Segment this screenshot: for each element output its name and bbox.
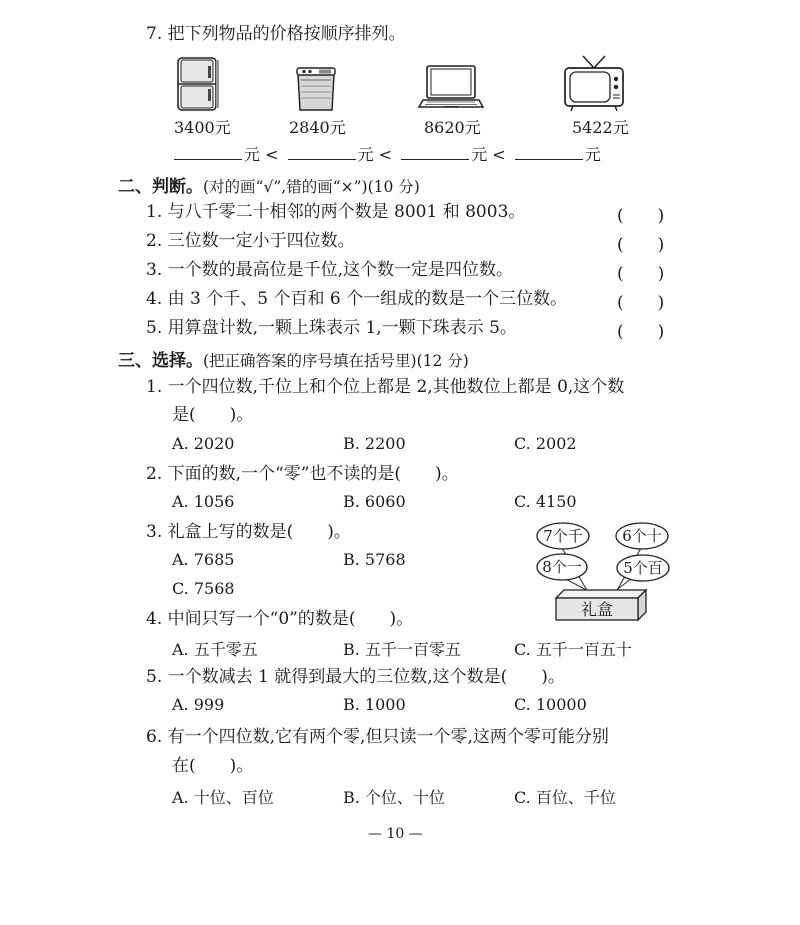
s3-q5-text[interactable]: 一个数减去 1 就得到最大的三位数,这个数是( )。 [167, 667, 565, 687]
television-icon [563, 54, 625, 112]
answer-blank-4[interactable] [515, 142, 583, 160]
s2-answer-2[interactable]: ( ) [617, 235, 665, 255]
price-laptop: 8620元 [424, 118, 481, 137]
s2-item-1 [146, 201, 525, 223]
section3-title: 三、选择。 [118, 351, 203, 371]
price-television: 5422元 [572, 118, 629, 137]
s2-item-3 [146, 259, 513, 281]
s3-q1-line2[interactable]: 是( )。 [172, 405, 254, 425]
s3-q1-option-a[interactable]: A. 2020 [172, 434, 235, 453]
gift-box-illustration [534, 520, 676, 624]
s3-q2 [146, 463, 459, 485]
s3-q3 [146, 521, 351, 543]
s2-answer-1[interactable]: ( ) [617, 206, 665, 226]
page-number: — 10 — [368, 826, 423, 842]
s3-q2-text[interactable]: 下面的数,一个“零”也不读的是( )。 [167, 464, 459, 484]
bubble-hundreds-text: 5个百 [623, 559, 663, 577]
s2-item-2-text: 三位数一定小于四位数。 [167, 231, 355, 251]
s3-q3-num: 3. [146, 522, 163, 542]
s3-q1-text: 一个四位数,千位上和个位上都是 2,其他数位上都是 0,这个数 [167, 377, 625, 397]
s3-q5-option-c[interactable]: C. 10000 [514, 695, 587, 714]
s3-q3-option-b[interactable]: B. 5768 [343, 550, 406, 569]
s3-q3-text[interactable]: 礼盒上写的数是( )。 [167, 522, 351, 542]
s2-item-5-num: 5. [146, 318, 163, 338]
s3-q6-num: 6. [146, 727, 163, 747]
price-washing-machine: 2840元 [289, 118, 346, 137]
s3-q1-line1 [146, 376, 624, 398]
answer-blank-1[interactable] [174, 142, 242, 160]
s3-q2-option-c[interactable]: C. 4150 [514, 492, 577, 511]
price-refrigerator: 3400元 [174, 118, 231, 137]
s2-answer-5[interactable]: ( ) [617, 322, 665, 342]
s3-q4-num: 4. [146, 609, 163, 629]
s2-item-1-text: 与八千零二十相邻的两个数是 8001 和 8003。 [167, 202, 526, 222]
s3-q5-option-b[interactable]: B. 1000 [343, 695, 406, 714]
gift-box-label: 礼盒 [580, 600, 614, 619]
s3-q6-option-c[interactable]: C. 百位、千位 [514, 788, 616, 807]
washing-machine-icon [295, 64, 337, 112]
s3-q3-option-c[interactable]: C. 7568 [172, 579, 235, 598]
laptop-icon [418, 64, 484, 110]
s3-q6-line2[interactable]: 在( )。 [172, 756, 254, 776]
s3-q2-option-a[interactable]: A. 1056 [172, 492, 235, 511]
s2-item-4-num: 4. [146, 289, 163, 309]
unit-lt-2: 元 < [357, 145, 393, 164]
bubble-tens-text: 6个十 [622, 527, 662, 545]
s3-q4-option-b[interactable]: B. 五千一百零五 [343, 640, 461, 659]
s2-answer-4[interactable]: ( ) [617, 293, 665, 313]
bubble-thousands-text: 7个千 [543, 527, 583, 545]
s2-item-3-num: 3. [146, 260, 163, 280]
q7-fill-row [174, 142, 601, 165]
s3-q1-option-c[interactable]: C. 2002 [514, 434, 577, 453]
s3-q4-option-c[interactable]: C. 五千一百五十 [514, 640, 632, 659]
section2-heading [118, 172, 420, 197]
s2-item-4 [146, 288, 567, 310]
s3-q6-option-a[interactable]: A. 十位、百位 [172, 788, 274, 807]
bubble-ones-text: 8个一 [542, 558, 582, 576]
s2-item-5 [146, 317, 517, 339]
s2-item-4-text: 由 3 个千、5 个百和 6 个一组成的数是一个三位数。 [167, 289, 568, 309]
s2-item-3-text: 一个数的最高位是千位,这个数一定是四位数。 [167, 260, 514, 280]
q7-title: 7. 把下列物品的价格按顺序排列。 [146, 24, 406, 44]
s3-q3-option-a[interactable]: A. 7685 [172, 550, 235, 569]
s3-q4-text[interactable]: 中间只写一个“0”的数是( )。 [167, 609, 414, 629]
s2-answer-3[interactable]: ( ) [617, 264, 665, 284]
s3-q1-num: 1. [146, 377, 163, 397]
s3-q5-num: 5. [146, 667, 163, 687]
refrigerator-icon [176, 56, 220, 112]
s3-q2-option-b[interactable]: B. 6060 [343, 492, 406, 511]
section3-heading [118, 346, 469, 371]
unit-lt-1: 元 < [244, 145, 279, 164]
answer-blank-2[interactable] [288, 142, 356, 160]
s2-item-1-num: 1. [146, 202, 163, 222]
s3-q5 [146, 666, 565, 688]
s3-q2-num: 2. [146, 464, 163, 484]
s2-item-5-text: 用算盘计数,一颗上珠表示 1,一颗下珠表示 5。 [167, 318, 517, 338]
s2-item-2 [146, 230, 355, 252]
answer-blank-3[interactable] [401, 142, 469, 160]
s2-item-2-num: 2. [146, 231, 163, 251]
section2-title: 二、判断。 [118, 177, 203, 197]
s3-q6-option-b[interactable]: B. 个位、十位 [343, 788, 445, 807]
unit-lt-3: 元 < [471, 145, 506, 164]
s3-q6-line1 [146, 726, 609, 748]
s3-q4-option-a[interactable]: A. 五千零五 [172, 640, 258, 659]
unit-last: 元 [584, 145, 601, 164]
section3-note: (把正确答案的序号填在括号里)(12 分) [203, 352, 469, 370]
s3-q1-option-b[interactable]: B. 2200 [343, 434, 406, 453]
s3-q4 [146, 608, 413, 630]
s3-q5-option-a[interactable]: A. 999 [172, 695, 225, 714]
s3-q6-text: 有一个四位数,它有两个零,但只读一个零,这两个零可能分别 [167, 727, 609, 747]
section2-note: (对的画“√”,错的画“×”)(10 分) [203, 178, 420, 196]
